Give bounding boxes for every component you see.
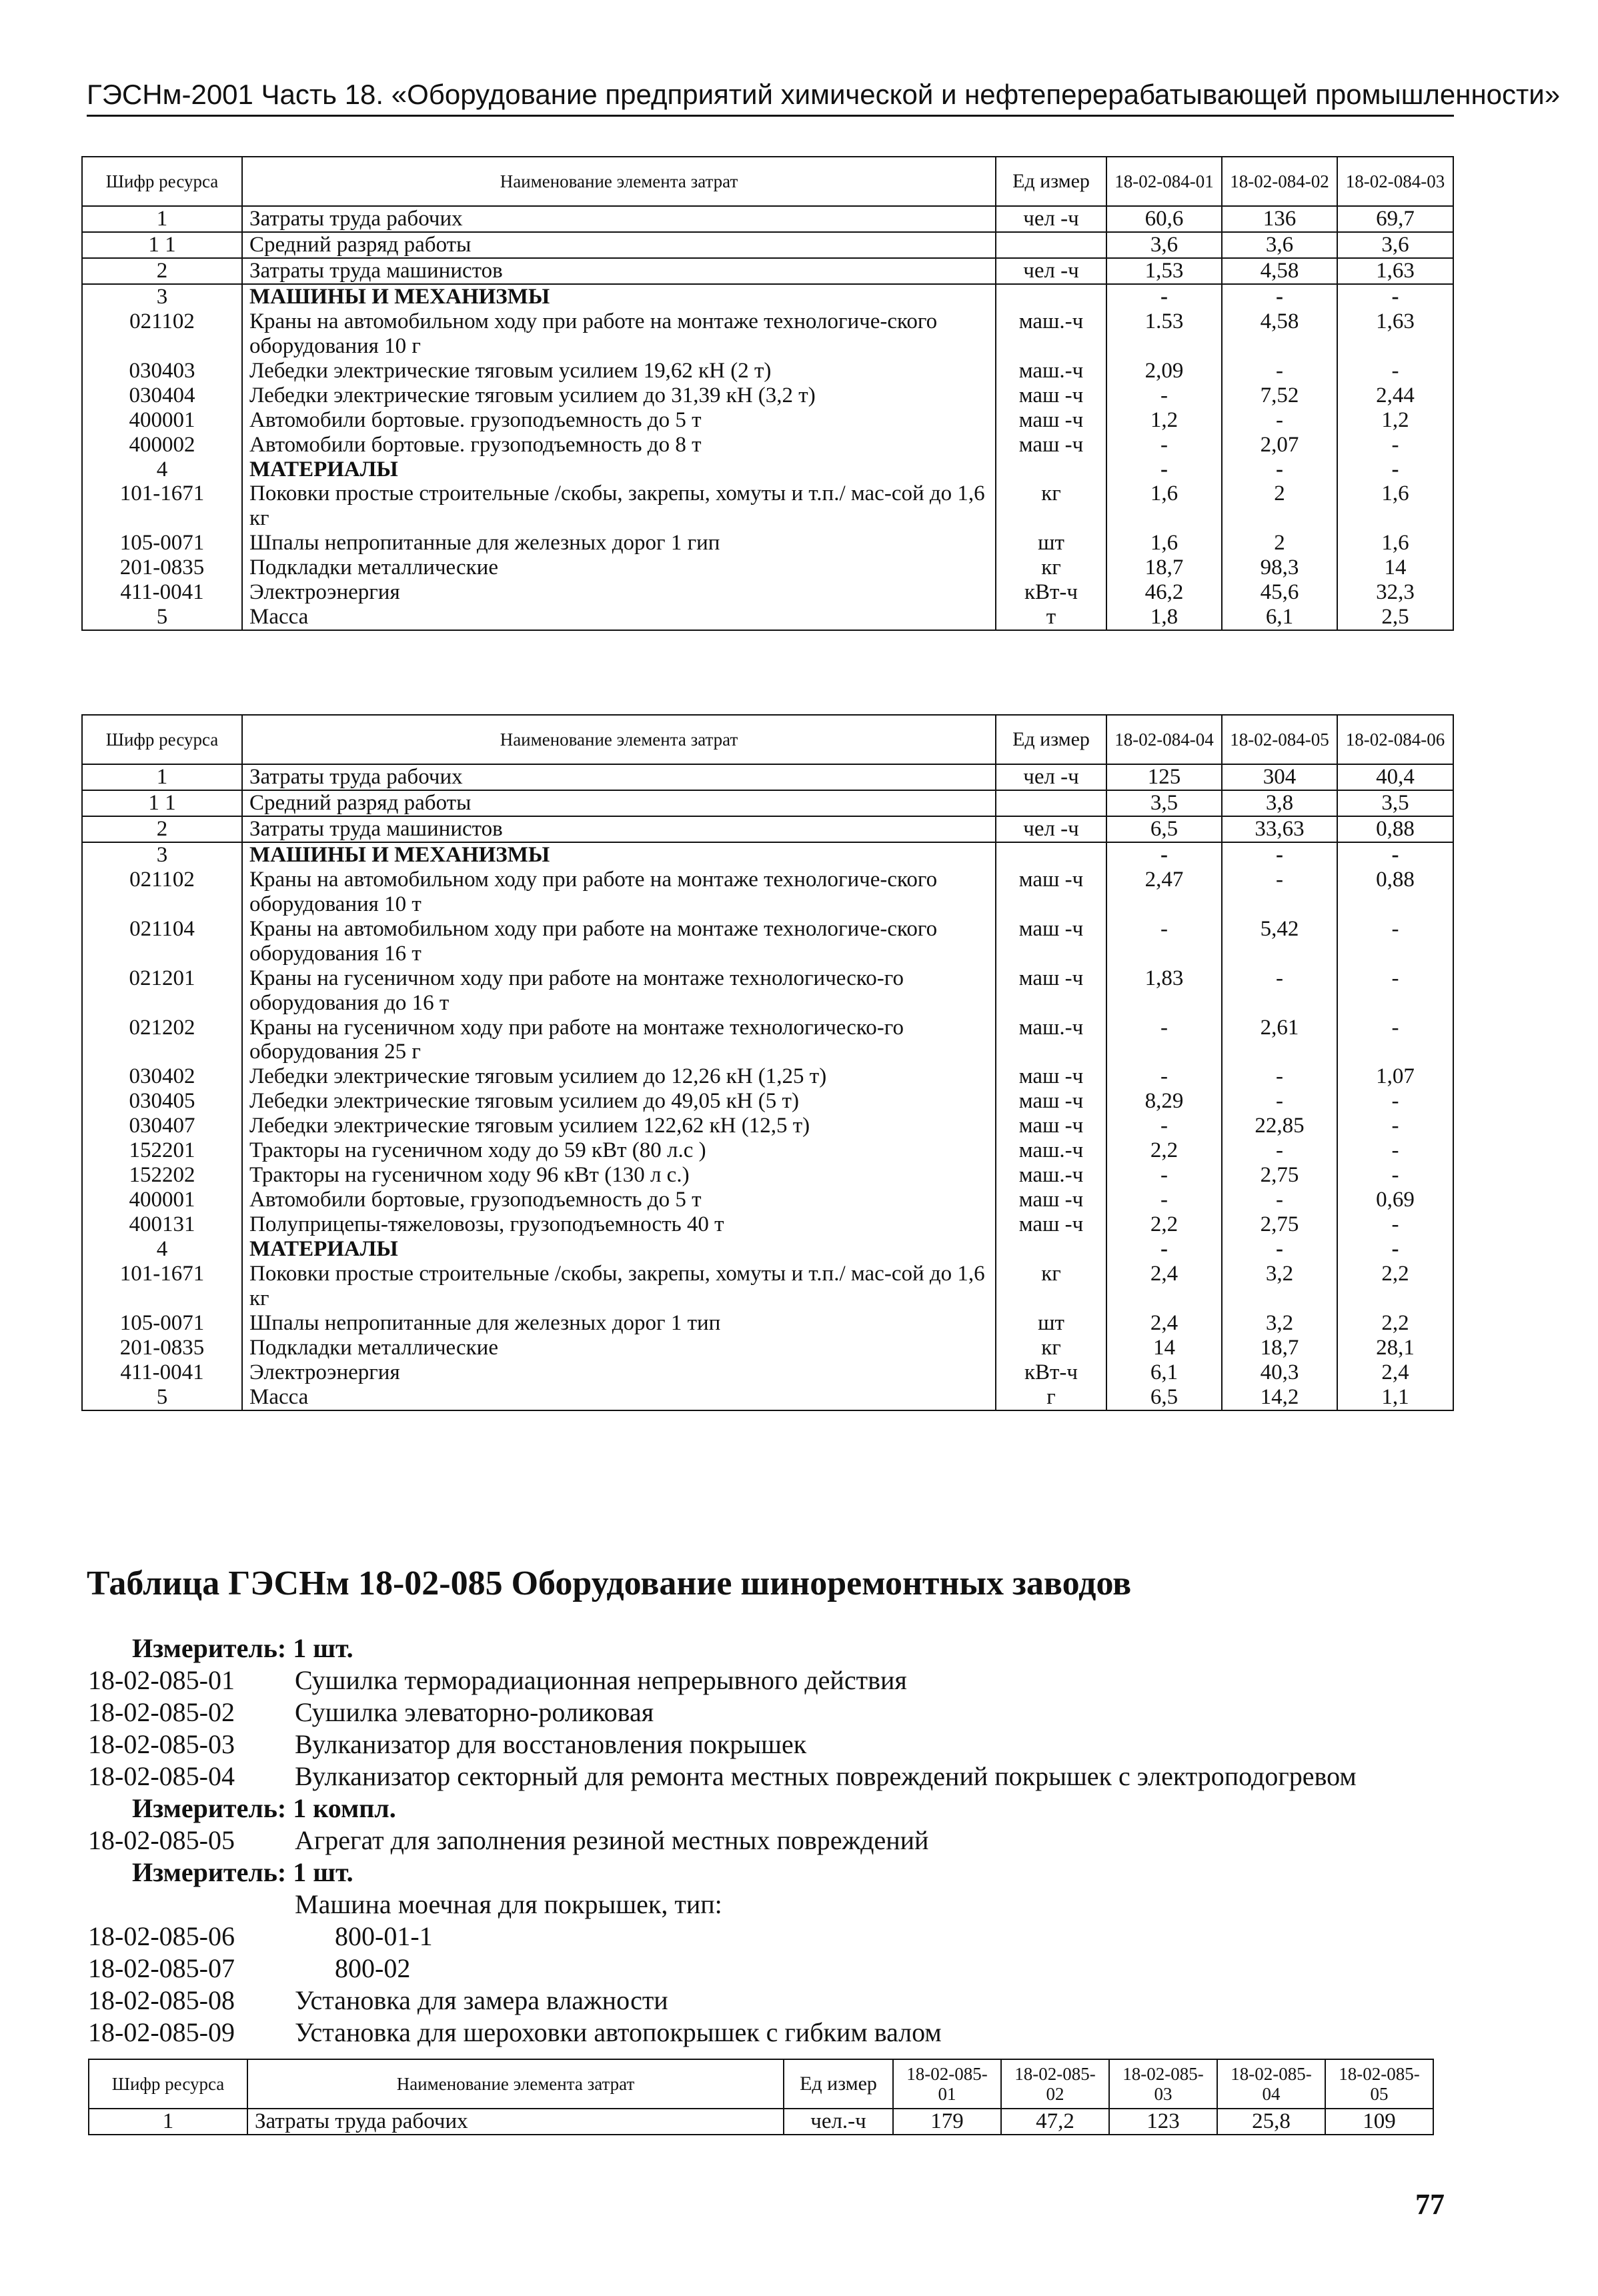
cell-value: 1,6: [1106, 531, 1222, 555]
cell-code: 021102: [82, 309, 242, 359]
cell-value: 2: [1222, 481, 1337, 531]
cell-unit: [996, 232, 1106, 258]
cell-unit: маш.-ч: [996, 1138, 1106, 1163]
table-row: [82, 555, 1453, 580]
cell-value: 3,2: [1222, 1311, 1337, 1336]
cell-value: -: [1337, 966, 1453, 1016]
cell-name: Краны на автомобильном ходу при работе на монтаже технологиче-ского оборудования 16 т: [242, 917, 996, 966]
table-row: [82, 917, 1453, 966]
cell-value: -: [1337, 917, 1453, 966]
cell-value: -: [1222, 966, 1337, 1016]
cell-name: Поковки простые строительные /скобы, закрепы, хомуты и т.п./ мас-сой до 1,6 кг: [242, 1262, 996, 1311]
cell-unit: чел -ч: [996, 206, 1106, 232]
table-row: [82, 383, 1453, 408]
cell-value: -: [1337, 1138, 1453, 1163]
header-name: Наименование элемента затрат: [242, 157, 996, 206]
cell-value: 25,8: [1217, 2109, 1325, 2135]
cell-value: 1,8: [1106, 605, 1222, 630]
cell-unit: [996, 1237, 1106, 1262]
cell-code: 152202: [82, 1163, 242, 1188]
table-row: [82, 1212, 1453, 1237]
table-row: [82, 1163, 1453, 1188]
cell-code: 1 1: [82, 790, 242, 816]
cell-value: -: [1106, 1188, 1222, 1212]
cell-value: -: [1337, 1089, 1453, 1114]
cell-value: -: [1106, 1064, 1222, 1089]
cell-code: 5: [82, 1385, 242, 1410]
cell-name: Шпалы непропитанные для железных дорог 1 тип: [242, 1311, 996, 1336]
cell-name: Лебедки электрические тяговым усилием до 12,26 кН (1,25 т): [242, 1064, 996, 1089]
header-col: 18-02-084-03: [1337, 157, 1453, 206]
table-row: [82, 605, 1453, 630]
cell-value: 7,52: [1222, 383, 1337, 408]
cell-value: 2,75: [1222, 1163, 1337, 1188]
cell-value: -: [1222, 284, 1337, 309]
header-col: 18-02-084-01: [1106, 157, 1222, 206]
cell-unit: маш -ч: [996, 917, 1106, 966]
cell-unit: [996, 842, 1106, 868]
cell-value: -: [1106, 433, 1222, 457]
cell-code: 101-1671: [82, 1262, 242, 1311]
cell-name: Электроэнергия: [242, 1360, 996, 1385]
cell-value: 1,63: [1337, 258, 1453, 284]
cell-value: 123: [1109, 2109, 1217, 2135]
cell-unit: маш -ч: [996, 966, 1106, 1016]
cell-value: 1,6: [1337, 481, 1453, 531]
cell-code: 105-0071: [82, 531, 242, 555]
cell-value: -: [1337, 1114, 1453, 1138]
table-row: [82, 232, 1453, 258]
table-row: [82, 531, 1453, 555]
cell-value: 2,47: [1106, 868, 1222, 917]
cell-name: Затраты труда рабочих: [247, 2109, 784, 2135]
cell-value: 6,1: [1222, 605, 1337, 630]
cell-code: 152201: [82, 1138, 242, 1163]
cell-unit: [996, 790, 1106, 816]
cell-value: 1,6: [1337, 531, 1453, 555]
cell-value: 3,6: [1106, 232, 1222, 258]
cell-code: 400001: [82, 1188, 242, 1212]
cell-unit: [996, 284, 1106, 309]
cell-code: 1 1: [82, 232, 242, 258]
cell-value: -: [1222, 1089, 1337, 1114]
cell-value: 0,88: [1337, 868, 1453, 917]
table-row: [82, 457, 1453, 482]
cell-value: 69,7: [1337, 206, 1453, 232]
cell-value: -: [1106, 1163, 1222, 1188]
cell-code: 1: [82, 764, 242, 790]
cell-value: 2,75: [1222, 1212, 1337, 1237]
cell-value: 3,8: [1222, 790, 1337, 816]
header-col: 18-02-085-03: [1109, 2059, 1217, 2109]
cell-value: 6,5: [1106, 816, 1222, 842]
cell-value: -: [1106, 1114, 1222, 1138]
cell-code: 2: [82, 258, 242, 284]
header-col: 18-02-085-05: [1325, 2059, 1433, 2109]
cell-name: МАШИНЫ И МЕХАНИЗМЫ: [242, 842, 996, 868]
table-row: [82, 764, 1453, 790]
cell-value: -: [1337, 433, 1453, 457]
cell-value: 2,2: [1337, 1262, 1453, 1311]
cell-value: 3,5: [1337, 790, 1453, 816]
table-row: [82, 1114, 1453, 1138]
table-row: [82, 258, 1453, 284]
cell-value: 1,2: [1106, 408, 1222, 433]
cell-value: 5,42: [1222, 917, 1337, 966]
cell-unit: шт: [996, 531, 1106, 555]
cell-unit: чел -ч: [996, 764, 1106, 790]
cell-name: Краны на автомобильном ходу при работе на монтаже технологиче-ского оборудования 10 г: [242, 309, 996, 359]
cell-value: 6,1: [1106, 1360, 1222, 1385]
cell-name: МАШИНЫ И МЕХАНИЗМЫ: [242, 284, 996, 309]
table-row: [82, 1336, 1453, 1360]
table-row: [82, 966, 1453, 1016]
cell-value: -: [1337, 1212, 1453, 1237]
cell-value: 18,7: [1222, 1336, 1337, 1360]
cell-value: -: [1106, 917, 1222, 966]
measure-label: Измеритель: 1 компл.: [132, 1793, 396, 1823]
norms-table-084-01-03: [81, 156, 1454, 631]
cell-value: 1,1: [1337, 1385, 1453, 1410]
header-col: 18-02-084-05: [1222, 715, 1337, 764]
cell-code: 030402: [82, 1064, 242, 1089]
cell-value: 2,07: [1222, 433, 1337, 457]
cell-name: Краны на автомобильном ходу при работе на монтаже технологиче-ского оборудования 10 т: [242, 868, 996, 917]
cell-value: -: [1222, 1138, 1337, 1163]
header-unit: Ед измер: [996, 715, 1106, 764]
cell-value: -: [1222, 1064, 1337, 1089]
cell-unit: маш.-ч: [996, 359, 1106, 383]
table-row: [82, 816, 1453, 842]
cell-name: Затраты труда рабочих: [242, 206, 996, 232]
table-row: [82, 842, 1453, 868]
header-col: 18-02-085-02: [1001, 2059, 1109, 2109]
cell-value: 1.53: [1106, 309, 1222, 359]
cell-value: 14: [1337, 555, 1453, 580]
cell-value: 1,6: [1106, 481, 1222, 531]
cell-value: 1,53: [1106, 258, 1222, 284]
cell-value: 125: [1106, 764, 1222, 790]
cell-value: -: [1106, 1016, 1222, 1065]
cell-value: -: [1222, 457, 1337, 482]
cell-unit: г: [996, 1385, 1106, 1410]
cell-value: -: [1222, 842, 1337, 868]
cell-value: 0,88: [1337, 816, 1453, 842]
header-col: 18-02-084-04: [1106, 715, 1222, 764]
cell-value: -: [1337, 457, 1453, 482]
cell-code: 030405: [82, 1089, 242, 1114]
table-row: [82, 868, 1453, 917]
cell-value: 304: [1222, 764, 1337, 790]
cell-name: Лебедки электрические тяговым усилием до 49,05 кН (5 т): [242, 1089, 996, 1114]
header-col: 18-02-085-04: [1217, 2059, 1325, 2109]
table-row: [82, 1237, 1453, 1262]
cell-code: 021102: [82, 868, 242, 917]
cell-code: 4: [82, 1237, 242, 1262]
table-row: [82, 1311, 1453, 1336]
table-row: [82, 433, 1453, 457]
cell-code: 030407: [82, 1114, 242, 1138]
cell-name: Автомобили бортовые, грузоподъемность до 5 т: [242, 1188, 996, 1212]
table-row: [82, 1360, 1453, 1385]
cell-value: 2,4: [1106, 1311, 1222, 1336]
cell-unit: чел.-ч: [784, 2109, 893, 2135]
cell-value: 4,58: [1222, 309, 1337, 359]
cell-code: 411-0041: [82, 1360, 242, 1385]
cell-name: Подкладки металлические: [242, 1336, 996, 1360]
norms-table-084-04-06: [81, 714, 1454, 1411]
cell-code: 021202: [82, 1016, 242, 1065]
cell-code: 3: [82, 284, 242, 309]
cell-unit: кВт-ч: [996, 1360, 1106, 1385]
cell-value: 3,6: [1222, 232, 1337, 258]
cell-value: -: [1222, 868, 1337, 917]
header-col: 18-02-085-01: [893, 2059, 1001, 2109]
cell-value: 60,6: [1106, 206, 1222, 232]
cell-unit: [996, 457, 1106, 482]
table-row: [82, 408, 1453, 433]
header-code: Шифр ресурса: [82, 157, 242, 206]
cell-name: Масса: [242, 1385, 996, 1410]
section-title: Таблица ГЭСНм 18-02-085 Оборудование шиноремонтных заводов: [87, 1564, 1132, 1602]
cell-name: МАТЕРИАЛЫ: [242, 1237, 996, 1262]
cell-code: 030404: [82, 383, 242, 408]
cell-unit: маш -ч: [996, 868, 1106, 917]
cell-unit: маш.-ч: [996, 1016, 1106, 1065]
cell-name: Лебедки электрические тяговым усилием 19,62 кН (2 т): [242, 359, 996, 383]
header-unit: Ед измер: [784, 2059, 893, 2109]
cell-unit: кг: [996, 1262, 1106, 1311]
cell-value: 3,5: [1106, 790, 1222, 816]
cell-code: 5: [82, 605, 242, 630]
cell-code: 1: [82, 206, 242, 232]
cell-name: Масса: [242, 605, 996, 630]
cell-name: Автомобили бортовые. грузоподъемность до 8 т: [242, 433, 996, 457]
cell-value: 4,58: [1222, 258, 1337, 284]
cell-value: 109: [1325, 2109, 1433, 2135]
cell-code: 1: [89, 2109, 247, 2135]
cell-value: 2,2: [1337, 1311, 1453, 1336]
header-name: Наименование элемента затрат: [247, 2059, 784, 2109]
cell-unit: чел -ч: [996, 816, 1106, 842]
cell-name: Лебедки электрические тяговым усилием 122,62 кН (12,5 т): [242, 1114, 996, 1138]
table-row: [82, 790, 1453, 816]
cell-value: 2: [1222, 531, 1337, 555]
cell-value: 47,2: [1001, 2109, 1109, 2135]
cell-name: Затраты труда рабочих: [242, 764, 996, 790]
cell-name: Подкладки металлические: [242, 555, 996, 580]
cell-value: 46,2: [1106, 580, 1222, 605]
cell-value: 0,69: [1337, 1188, 1453, 1212]
cell-name: Тракторы на гусеничном ходу до 59 кВт (80 л.с ): [242, 1138, 996, 1163]
cell-value: 2,2: [1106, 1212, 1222, 1237]
cell-code: 2: [82, 816, 242, 842]
cell-name: Затраты труда машинистов: [242, 816, 996, 842]
cell-value: 8,29: [1106, 1089, 1222, 1114]
cell-value: 2,44: [1337, 383, 1453, 408]
cell-value: 1,2: [1337, 408, 1453, 433]
cell-unit: маш -ч: [996, 1114, 1106, 1138]
cell-code: 4: [82, 457, 242, 482]
cell-value: 2,2: [1106, 1138, 1222, 1163]
cell-value: 33,63: [1222, 816, 1337, 842]
cell-value: 1,83: [1106, 966, 1222, 1016]
table-row: [82, 1138, 1453, 1163]
cell-unit: кг: [996, 555, 1106, 580]
cell-unit: маш -ч: [996, 1089, 1106, 1114]
table-row: [89, 2109, 1433, 2135]
cell-value: 136: [1222, 206, 1337, 232]
cell-code: 201-0835: [82, 555, 242, 580]
header-code: Шифр ресурса: [82, 715, 242, 764]
cell-value: -: [1106, 457, 1222, 482]
cell-unit: шт: [996, 1311, 1106, 1336]
measure-label: Измеритель: 1 шт.: [132, 1633, 353, 1663]
cell-value: 2,4: [1337, 1360, 1453, 1385]
table-row: [82, 309, 1453, 359]
cell-value: 3,2: [1222, 1262, 1337, 1311]
cell-code: 411-0041: [82, 580, 242, 605]
cell-value: -: [1337, 1237, 1453, 1262]
cell-name: Автомобили бортовые. грузоподъемность до 5 т: [242, 408, 996, 433]
cell-unit: маш -ч: [996, 383, 1106, 408]
table-row: [82, 1188, 1453, 1212]
page-number: 77: [1415, 2188, 1445, 2221]
cell-value: -: [1337, 359, 1453, 383]
cell-unit: кВт-ч: [996, 580, 1106, 605]
cell-value: -: [1222, 1188, 1337, 1212]
header-col: 18-02-084-06: [1337, 715, 1453, 764]
cell-value: 18,7: [1106, 555, 1222, 580]
table-row: [82, 1262, 1453, 1311]
cell-unit: кг: [996, 1336, 1106, 1360]
cell-unit: маш -ч: [996, 433, 1106, 457]
table-row: [82, 1089, 1453, 1114]
cell-value: 1,07: [1337, 1064, 1453, 1089]
cell-value: 6,5: [1106, 1385, 1222, 1410]
page-header: ГЭСНм-2001 Часть 18. «Оборудование предприятий химической и нефтеперерабатывающей промышленности»: [87, 79, 1454, 117]
cell-value: 2,5: [1337, 605, 1453, 630]
cell-value: 14,2: [1222, 1385, 1337, 1410]
header-code: Шифр ресурса: [89, 2059, 247, 2109]
table-row: [82, 481, 1453, 531]
cell-unit: т: [996, 605, 1106, 630]
table-row: [82, 580, 1453, 605]
cell-code: 400131: [82, 1212, 242, 1237]
cell-value: 45,6: [1222, 580, 1337, 605]
cell-code: 400001: [82, 408, 242, 433]
cell-value: 28,1: [1337, 1336, 1453, 1360]
cell-value: 98,3: [1222, 555, 1337, 580]
header-unit: Ед измер: [996, 157, 1106, 206]
cell-value: 40,4: [1337, 764, 1453, 790]
table-row: [82, 284, 1453, 309]
cell-value: 40,3: [1222, 1360, 1337, 1385]
cell-name: Поковки простые строительные /скобы, закрепы, хомуты и т.п./ мас-сой до 1,6 кг: [242, 481, 996, 531]
cell-value: 2,09: [1106, 359, 1222, 383]
cell-code: 201-0835: [82, 1336, 242, 1360]
cell-value: 32,3: [1337, 580, 1453, 605]
cell-value: -: [1222, 408, 1337, 433]
cell-value: -: [1337, 284, 1453, 309]
cell-name: Краны на гусеничном ходу при работе на монтаже технологическо-го оборудования до 16 т: [242, 966, 996, 1016]
cell-value: -: [1337, 1016, 1453, 1065]
table-row: [82, 1016, 1453, 1065]
header-name: Наименование элемента затрат: [242, 715, 996, 764]
cell-value: -: [1222, 359, 1337, 383]
cell-unit: чел -ч: [996, 258, 1106, 284]
cell-value: -: [1337, 842, 1453, 868]
cell-value: -: [1106, 383, 1222, 408]
table-row: [82, 359, 1453, 383]
cell-value: 179: [893, 2109, 1001, 2135]
cell-unit: маш -ч: [996, 1188, 1106, 1212]
cell-name: Лебедки электрические тяговым усилием до 31,39 кН (3,2 т): [242, 383, 996, 408]
cell-value: 2,61: [1222, 1016, 1337, 1065]
table-row: [82, 1385, 1453, 1410]
cell-name: Электроэнергия: [242, 580, 996, 605]
cell-name: Краны на гусеничном ходу при работе на монтаже технологическо-го оборудования 25 г: [242, 1016, 996, 1065]
table-row: [82, 1064, 1453, 1089]
cell-value: 14: [1106, 1336, 1222, 1360]
cell-name: Средний разряд работы: [242, 232, 996, 258]
cell-value: -: [1106, 284, 1222, 309]
cell-code: 021104: [82, 917, 242, 966]
cell-unit: маш -ч: [996, 408, 1106, 433]
cell-unit: маш.-ч: [996, 309, 1106, 359]
cell-name: МАТЕРИАЛЫ: [242, 457, 996, 482]
header-col: 18-02-084-02: [1222, 157, 1337, 206]
cell-code: 105-0071: [82, 1311, 242, 1336]
cell-value: -: [1106, 842, 1222, 868]
cell-unit: кг: [996, 481, 1106, 531]
cell-code: 101-1671: [82, 481, 242, 531]
cell-value: -: [1106, 1237, 1222, 1262]
cell-code: 021201: [82, 966, 242, 1016]
norms-table-085-01-05: [88, 2059, 1434, 2135]
cell-value: 1,63: [1337, 309, 1453, 359]
cell-name: Затраты труда машинистов: [242, 258, 996, 284]
cell-name: Средний разряд работы: [242, 790, 996, 816]
cell-value: 3,6: [1337, 232, 1453, 258]
cell-value: 2,4: [1106, 1262, 1222, 1311]
measure-label: Измеритель: 1 шт.: [132, 1857, 353, 1887]
cell-value: -: [1222, 1237, 1337, 1262]
cell-code: 030403: [82, 359, 242, 383]
table-row: [82, 206, 1453, 232]
cell-code: 3: [82, 842, 242, 868]
cell-unit: маш.-ч: [996, 1163, 1106, 1188]
cell-name: Полуприцепы-тяжеловозы, грузоподъемность 40 т: [242, 1212, 996, 1237]
cell-value: -: [1337, 1163, 1453, 1188]
cell-unit: маш -ч: [996, 1064, 1106, 1089]
cell-code: 400002: [82, 433, 242, 457]
cell-name: Шпалы непропитанные для железных дорог 1 гип: [242, 531, 996, 555]
cell-value: 22,85: [1222, 1114, 1337, 1138]
cell-name: Тракторы на гусеничном ходу 96 кВт (130 л с.): [242, 1163, 996, 1188]
cell-unit: маш -ч: [996, 1212, 1106, 1237]
